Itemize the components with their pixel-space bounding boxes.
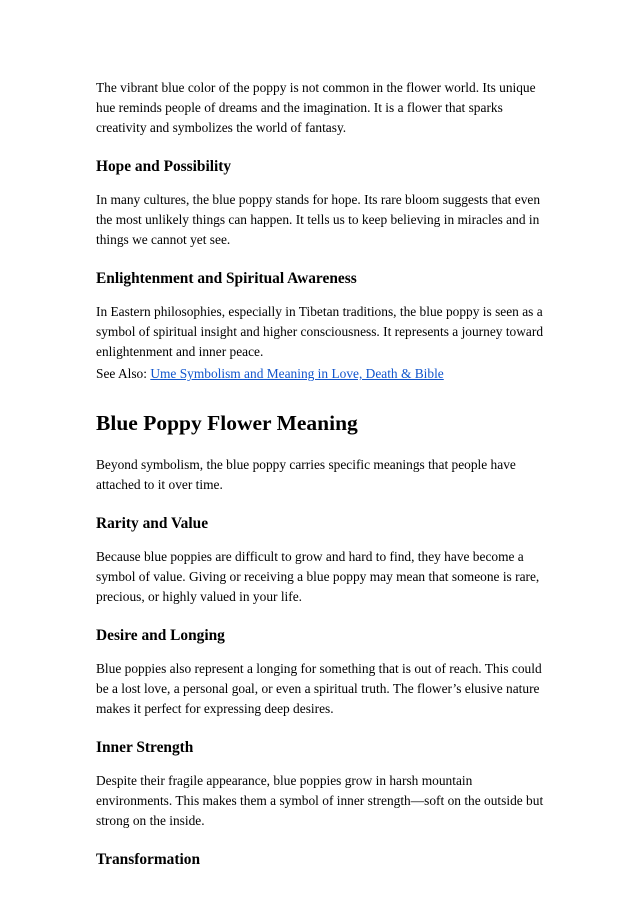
rarity-paragraph: Because blue poppies are difficult to grow and hard to find, they have become a symbol of value. Giving or receiving a blue poppy may mean that someone is rare, precious, or highly valued in your life. <box>96 549 540 604</box>
enlightenment-paragraph: In Eastern philosophies, especially in Tibetan traditions, the blue poppy is seen as a symbol of spiritual insight and higher consciousness. It represents a journey toward enlightenment and inner peace. <box>96 304 544 359</box>
hope-paragraph: In many cultures, the blue poppy stands for hope. Its rare bloom suggests that even the most unlikely things can happen. It tells us to keep believing in miracles and in things we cannot yet see. <box>96 192 541 247</box>
section-title-blue-poppy-meaning: Blue Poppy Flower Meaning <box>96 411 358 435</box>
see-also-link[interactable]: Ume Symbolism and Meaning in Love, Death & Bible <box>150 366 444 381</box>
heading-enlightenment: Enlightenment and Spiritual Awareness <box>96 270 357 287</box>
strength-paragraph: Despite their fragile appearance, blue poppies grow in harsh mountain environments. This makes them a symbol of inner strength—soft on the outside but strong on the inside. <box>96 773 544 828</box>
heading-rarity-and-value: Rarity and Value <box>96 515 209 532</box>
desire-paragraph: Blue poppies also represent a longing for something that is out of reach. This could be a lost love, a personal goal, or even a spiritual truth. The flower’s elusive nature makes it perfect for expressing deep desires. <box>96 661 542 716</box>
heading-desire-and-longing: Desire and Longing <box>96 627 225 644</box>
heading-transformation: Transformation <box>96 851 201 868</box>
intro-paragraph: The vibrant blue color of the poppy is not common in the flower world. Its unique hue reminds people of dreams and the imagination. It is a flower that sparks creativity and symbolizes the world of fantasy. <box>96 80 536 135</box>
document-page <box>96 78 548 870</box>
heading-inner-strength: Inner Strength <box>96 739 194 756</box>
meaning-intro-paragraph: Beyond symbolism, the blue poppy carries specific meanings that people have attached to it over time. <box>96 457 516 492</box>
see-also-label: See Also: <box>96 366 151 381</box>
heading-hope-and-possibility: Hope and Possibility <box>96 158 232 175</box>
see-also-line <box>96 364 548 384</box>
